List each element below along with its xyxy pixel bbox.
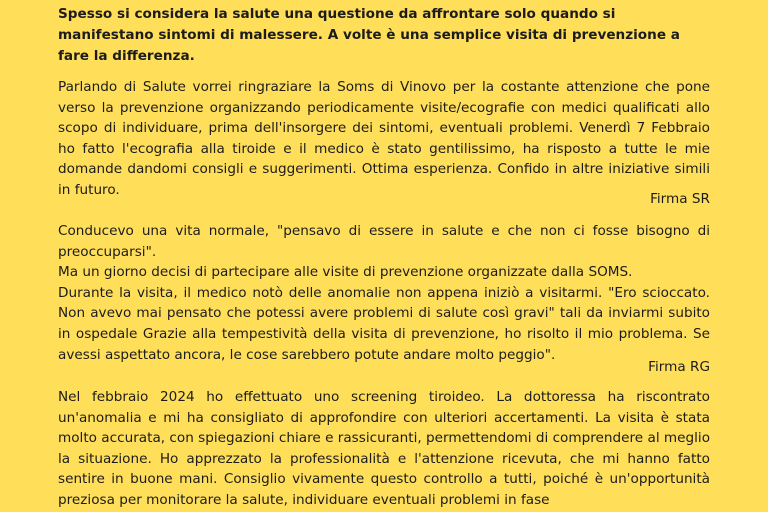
testimonial-paragraph: Ma un giorno decisi di partecipare alle visite di prevenzione organizzate dalla SOMS. bbox=[58, 264, 633, 281]
testimonial-paragraph: Durante la visita, il medico notò delle anomalie non appena iniziò a visitarmi. "Ero scioccato. Non avevo mai pensato che potessi avere problemi di salute così gravi" tali da inviarmi subito in ospedale Grazie alla tempestività della visita di prevenzione, ho risolto il mio problema. Se avessi aspettato ancora, le cose sarebbero potute andare molto peggio". bbox=[58, 284, 710, 363]
testimonial-rg bbox=[58, 221, 710, 365]
intro-heading: Spesso si considera la salute una questione da affrontare solo quando si manifestano sintomi di malessere. A volte è una semplice visita di prevenzione a fare la differenza. bbox=[58, 6, 680, 64]
testimonial-paragraph: Parlando di Salute vorrei ringraziare la Soms di Vinovo per la costante attenzione che pone verso la prevenzione organizzando periodicamente visite/ecografie con medici qualificati allo scopo di individuare, prima dell'insorgere dei sintomi, eventuali problemi. Venerdì 7 Febbraio ho fatto l'ecografia alla tiroide e il medico è stato gentilissimo, ha risposto a tutte le mie domande dandomi consigli e suggerimenti. Ottima esperienza. Confido in altre iniziative simili in futuro. bbox=[58, 79, 710, 198]
testimonial-sr bbox=[58, 77, 710, 201]
testimonial-third bbox=[58, 387, 710, 511]
signature-rg: Firma RG bbox=[648, 359, 710, 375]
testimonial-paragraph: Conducevo una vita normale, "pensavo di essere in salute e che non ci fosse bisogno di preoccuparsi". bbox=[58, 223, 710, 260]
signature-sr: Firma SR bbox=[650, 191, 710, 207]
testimonial-paragraph: Nel febbraio 2024 ho effettuato uno screening tiroideo. La dottoressa ha riscontrato un'anomalia e mi ha consigliato di approfondire con ulteriori accertamenti. La visita è stata molto accurata, con spiegazioni chiare e rassicuranti, permettendomi di comprendere al meglio la situazione. Ho apprezzato la professionalità e l'attenzione ricevuta, che mi hanno fatto sentire in buone mani. Consiglio vivamente questo controllo a tutti, poiché è un'opportunità preziosa per monitorare la salute, individuare eventuali problemi in fase bbox=[58, 389, 711, 508]
